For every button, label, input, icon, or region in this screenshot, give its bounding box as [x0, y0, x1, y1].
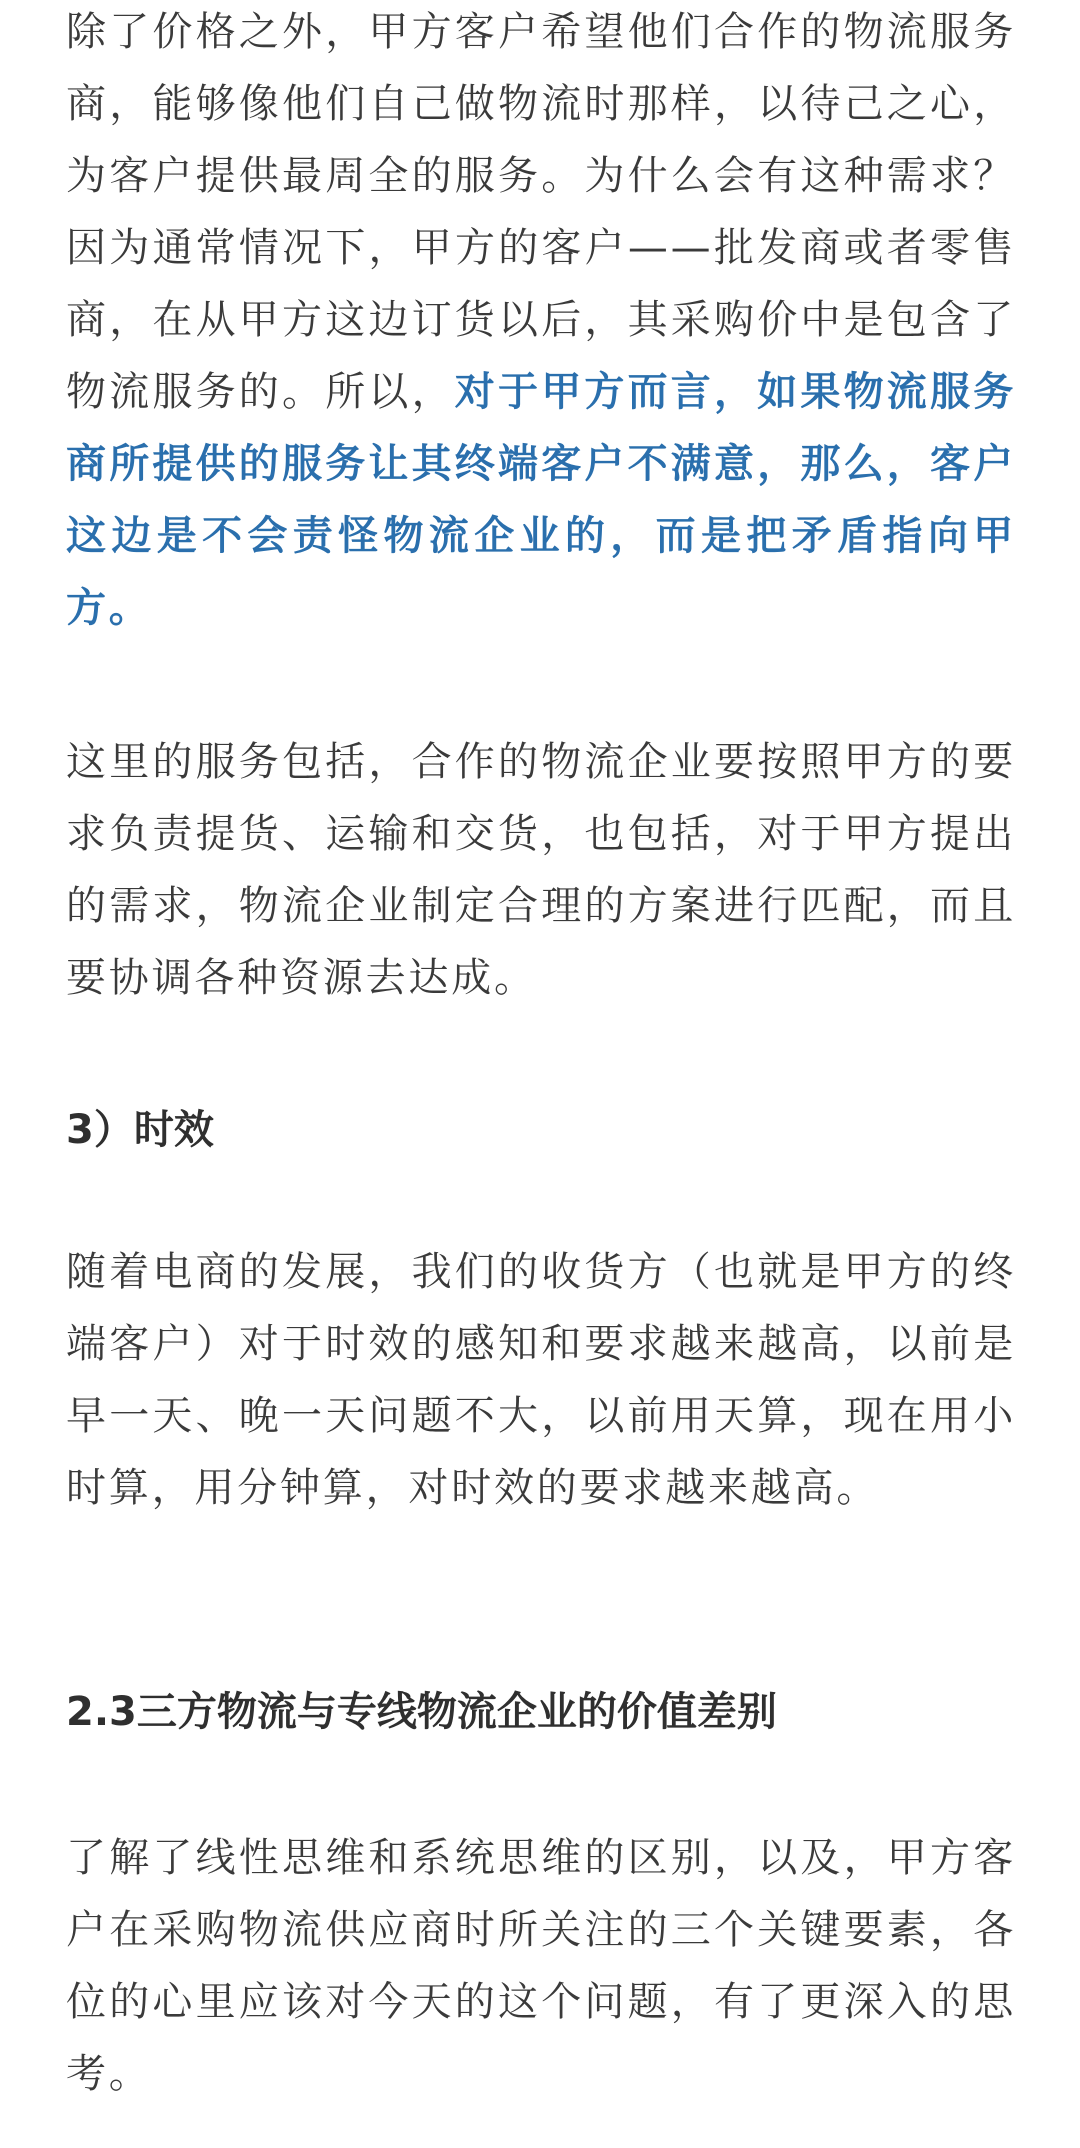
- paragraph-service-scope: 这里的服务包括，合作的物流企业要按照甲方的要求负责提货、运输和交货，也包括，对于甲方提出的需求，物流企业制定合理的方案进行匹配，而且要协调各种资源去达成。: [66, 739, 1016, 1001]
- highlighted-text: 对于甲方而言，如果物流服务商所提供的服务让其终端客户不满意，那么，客户这边是不会责怪物流企业的，而是把矛盾指向甲方。: [66, 369, 1016, 631]
- paragraph-text: 除了价格之外，甲方客户希望他们合作的物流服务商，能够像他们自己做物流时那样，以待己之心，为客户提供最周全的服务。为什么会有这种需求？因为通常情况下，甲方的客户——批发商或者零售商，在从甲方这边订货以后，其采购价中是包含了物流服务的。所以，: [66, 9, 1016, 415]
- section-heading-timeliness: 3）时效: [66, 1107, 214, 1153]
- paragraph-conclusion: 了解了线性思维和系统思维的区别，以及，甲方客户在采购物流供应商时所关注的三个关键要素，各位的心里应该对今天的这个问题，有了更深入的思考。: [66, 1835, 1016, 2097]
- paragraph-service-expectation: [66, 0, 1016, 644]
- section-heading-value-difference: 2.3三方物流与专线物流企业的价值差别: [66, 1689, 777, 1735]
- paragraph-timeliness: 随着电商的发展，我们的收货方（也就是甲方的终端客户）对于时效的感知和要求越来越高，以前是早一天、晚一天问题不大，以前用天算，现在用小时算，用分钟算，对时效的要求越来越高。: [66, 1249, 1016, 1511]
